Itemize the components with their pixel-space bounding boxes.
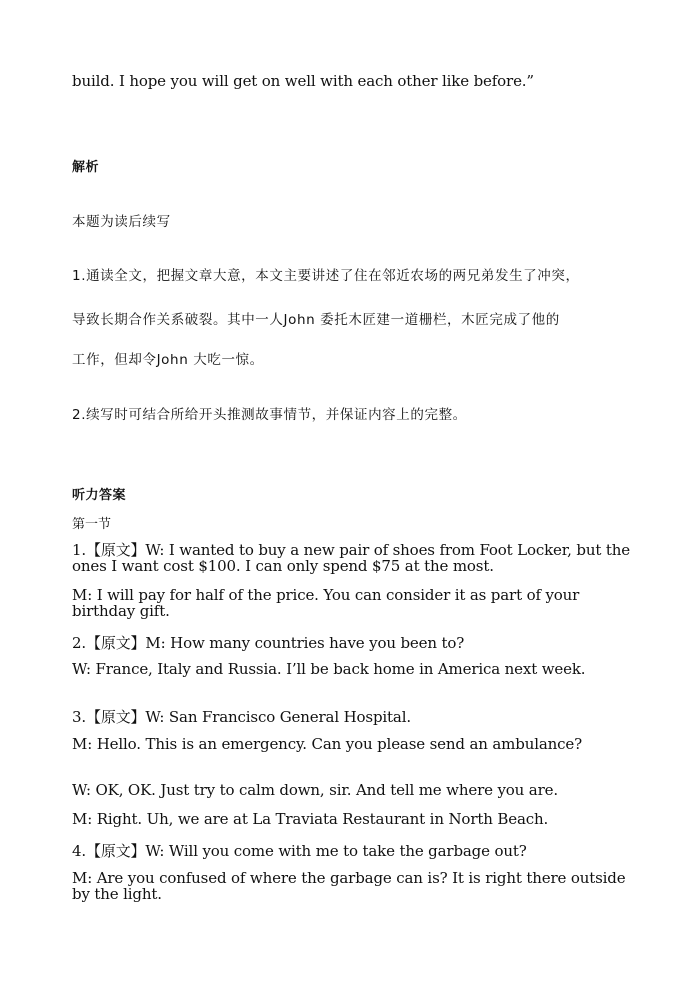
analysis-point-1-line-1: 1.通读全文，把握文章大意，本文主要讲述了住在邻近农场的两兄弟发生了冲突， bbox=[72, 268, 580, 284]
listening-section-label: 第一节 bbox=[72, 517, 112, 532]
analysis-point-1-line-3: 工作，但却令John 大吃一惊。 bbox=[72, 352, 264, 368]
analysis-type-line: 本题为读后续写 bbox=[72, 214, 171, 230]
transcript-3-m: M: Hello. This is an emergency. Can you please send an ambulance? bbox=[72, 735, 583, 753]
listening-heading: 听力答案 bbox=[72, 488, 127, 503]
transcript-2-w: W: France, Italy and Russia. I’ll be back home in America next week. bbox=[72, 660, 586, 678]
transcript-3-w: 3.【原文】W: San Francisco General Hospital. bbox=[72, 708, 411, 726]
transcript-4-w: 4.【原文】W: Will you come with me to take the garbage out? bbox=[72, 842, 527, 860]
transcript-2-m: 2.【原文】M: How many countries have you been to? bbox=[72, 634, 465, 652]
analysis-point-1-line-2: 导致长期合作关系破裂。其中一人John 委托木匠建一道栅栏，木匠完成了他的 bbox=[72, 312, 560, 328]
transcript-4-m: M: Are you confused of where the garbage can is? It is right there outside by the light. bbox=[72, 869, 626, 903]
transcript-3-m2: M: Right. Uh, we are at La Traviata Restaurant in North Beach. bbox=[72, 810, 549, 828]
transcript-3-w2: W: OK, OK. Just try to calm down, sir. And tell me where you are. bbox=[72, 781, 558, 799]
analysis-point-2: 2.续写时可结合所给开头推测故事情节，并保证内容上的完整。 bbox=[72, 407, 467, 423]
transcript-1-w: 1.【原文】W: I wanted to buy a new pair of shoes from Foot Locker, but the ones I want cost $100. I can only spend $75 at the most. bbox=[72, 541, 630, 575]
story-closing-line: build. I hope you will get on well with each other like before.” bbox=[72, 72, 534, 90]
analysis-heading: 解析 bbox=[72, 160, 100, 175]
transcript-1-m: M: I will pay for half of the price. You can consider it as part of your birthday gift. bbox=[72, 586, 580, 620]
